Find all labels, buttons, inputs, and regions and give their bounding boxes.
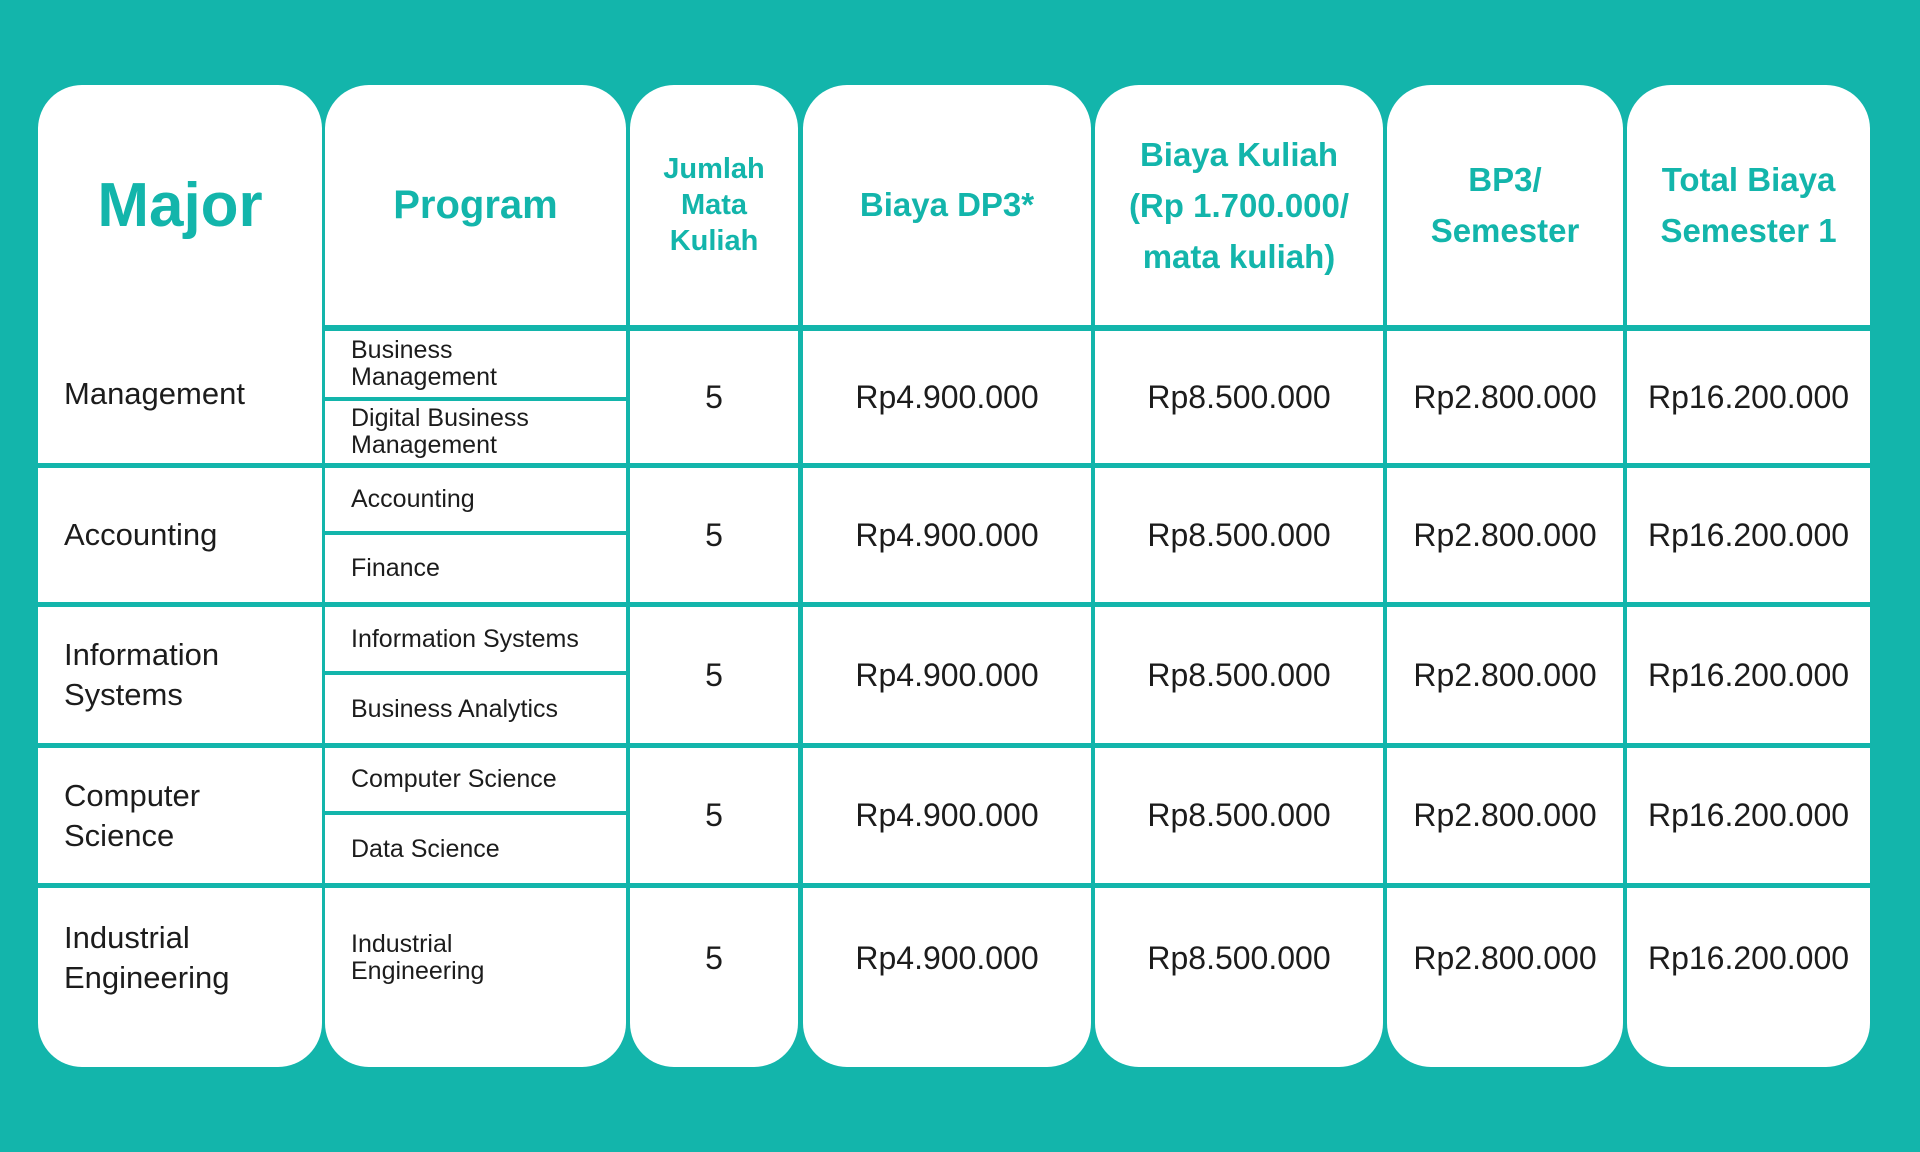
kuliah-cell bbox=[1095, 888, 1383, 1028]
program-label: Computer Science bbox=[351, 765, 557, 793]
total-value: Rp16.200.000 bbox=[1647, 378, 1850, 415]
major-column bbox=[38, 85, 322, 1067]
program-label: Accounting bbox=[351, 485, 475, 513]
program-label: Management bbox=[351, 363, 497, 391]
dp3-value: Rp4.900.000 bbox=[855, 939, 1039, 976]
bp3-value: Rp2.800.000 bbox=[1413, 378, 1597, 415]
program-cell bbox=[325, 748, 626, 811]
jumlah-cell bbox=[630, 748, 798, 883]
program-cell bbox=[325, 331, 626, 397]
program-cell bbox=[325, 535, 626, 602]
program-label: Business bbox=[351, 336, 453, 364]
dp3-value: Rp4.900.000 bbox=[855, 516, 1039, 553]
bp3-value: Rp2.800.000 bbox=[1413, 939, 1597, 976]
total-value: Rp16.200.000 bbox=[1647, 516, 1850, 553]
dp3-cell bbox=[803, 888, 1091, 1028]
dp3-value: Rp4.900.000 bbox=[855, 656, 1039, 693]
kuliah-value: Rp8.500.000 bbox=[1147, 797, 1331, 833]
program-cell bbox=[325, 815, 626, 883]
kuliah-value: Rp8.500.000 bbox=[1147, 516, 1331, 553]
major-cell bbox=[38, 607, 322, 743]
kuliah-header bbox=[1095, 85, 1383, 325]
program-cell bbox=[325, 675, 626, 743]
program-label: Industrial bbox=[351, 930, 453, 958]
jumlah-cell bbox=[630, 331, 798, 463]
bp3-value: Rp2.800.000 bbox=[1413, 656, 1597, 693]
jumlah-header-label: Mata bbox=[680, 189, 748, 221]
bp3-cell bbox=[1387, 331, 1623, 463]
jumlah-value: 5 bbox=[705, 939, 723, 976]
bp3-column bbox=[1387, 85, 1623, 1067]
major-label: Accounting bbox=[64, 517, 218, 552]
bp3-header-label: BP3/ bbox=[1468, 161, 1542, 198]
major-cell bbox=[38, 468, 322, 602]
major-label: Science bbox=[64, 817, 175, 853]
kuliah-header-label: Biaya Kuliah bbox=[1139, 135, 1339, 173]
total-header-label: Total Biaya bbox=[1661, 161, 1836, 198]
bp3-header-label: Semester bbox=[1430, 212, 1580, 249]
jumlah-value: 5 bbox=[705, 378, 723, 415]
program-label: Engineering bbox=[351, 957, 485, 985]
program-header bbox=[325, 85, 626, 325]
total-cell bbox=[1627, 468, 1870, 602]
total-column bbox=[1627, 85, 1870, 1067]
total-cell bbox=[1627, 331, 1870, 463]
dp3-value: Rp4.900.000 bbox=[855, 797, 1039, 833]
program-cell bbox=[325, 401, 626, 463]
jumlah-cell bbox=[630, 607, 798, 743]
dp3-header bbox=[803, 85, 1091, 325]
program-column bbox=[325, 85, 626, 1067]
major-label: Computer bbox=[64, 777, 201, 813]
major-label: Information bbox=[64, 637, 220, 672]
program-label: Digital Business bbox=[351, 404, 529, 432]
bp3-cell bbox=[1387, 888, 1623, 1028]
kuliah-value: Rp8.500.000 bbox=[1147, 378, 1331, 415]
jumlah-header bbox=[630, 85, 798, 325]
total-cell bbox=[1627, 748, 1870, 883]
major-cell bbox=[38, 748, 322, 883]
kuliah-cell bbox=[1095, 748, 1383, 883]
program-header-label: Program bbox=[393, 182, 558, 227]
total-cell bbox=[1627, 888, 1870, 1028]
dp3-cell bbox=[803, 331, 1091, 463]
major-header-label: Major bbox=[97, 170, 263, 240]
kuliah-cell bbox=[1095, 607, 1383, 743]
kuliah-value: Rp8.500.000 bbox=[1147, 939, 1331, 976]
major-label: Management bbox=[64, 376, 245, 411]
total-value: Rp16.200.000 bbox=[1647, 656, 1850, 693]
bp3-value: Rp2.800.000 bbox=[1413, 797, 1597, 833]
bp3-cell bbox=[1387, 607, 1623, 743]
program-label: Business Analytics bbox=[351, 694, 559, 723]
dp3-cell bbox=[803, 468, 1091, 602]
major-label: Engineering bbox=[64, 960, 230, 995]
total-header-label: Semester 1 bbox=[1660, 212, 1837, 249]
kuliah-cell bbox=[1095, 468, 1383, 602]
kuliah-value: Rp8.500.000 bbox=[1147, 656, 1331, 693]
dp3-value: Rp4.900.000 bbox=[855, 378, 1039, 415]
program-label: Information Systems bbox=[351, 624, 579, 653]
major-header bbox=[38, 85, 322, 325]
program-label: Management bbox=[351, 431, 497, 459]
major-label: Systems bbox=[64, 677, 183, 712]
total-value: Rp16.200.000 bbox=[1647, 797, 1850, 833]
bp3-cell bbox=[1387, 468, 1623, 602]
bp3-header bbox=[1387, 85, 1623, 325]
total-header bbox=[1627, 85, 1870, 325]
bp3-cell bbox=[1387, 748, 1623, 883]
dp3-cell bbox=[803, 748, 1091, 883]
program-label: Data Science bbox=[351, 834, 500, 863]
major-label: Industrial bbox=[64, 920, 190, 955]
jumlah-header-label: Jumlah bbox=[663, 153, 765, 185]
dp3-header-label: Biaya DP3* bbox=[859, 186, 1035, 223]
major-cell bbox=[38, 888, 322, 1028]
dp3-cell bbox=[803, 607, 1091, 743]
jumlah-header-label: Kuliah bbox=[669, 225, 759, 257]
kuliah-column bbox=[1095, 85, 1383, 1067]
program-label: Finance bbox=[351, 554, 440, 582]
jumlah-value: 5 bbox=[705, 656, 723, 693]
kuliah-header-label: mata kuliah) bbox=[1142, 237, 1336, 275]
major-cell bbox=[38, 325, 322, 463]
program-cell bbox=[325, 468, 626, 531]
jumlah-cell bbox=[630, 468, 798, 602]
jumlah-value: 5 bbox=[705, 797, 723, 833]
kuliah-cell bbox=[1095, 331, 1383, 463]
jumlah-cell bbox=[630, 888, 798, 1028]
jumlah-value: 5 bbox=[705, 516, 723, 553]
total-cell bbox=[1627, 607, 1870, 743]
program-cell bbox=[325, 607, 626, 671]
jumlah-column bbox=[630, 85, 798, 1067]
bp3-value: Rp2.800.000 bbox=[1413, 516, 1597, 553]
kuliah-header-label: (Rp 1.700.000/ bbox=[1128, 186, 1350, 224]
program-cell bbox=[325, 888, 626, 1028]
total-value: Rp16.200.000 bbox=[1647, 939, 1850, 976]
dp3-column bbox=[803, 85, 1091, 1067]
